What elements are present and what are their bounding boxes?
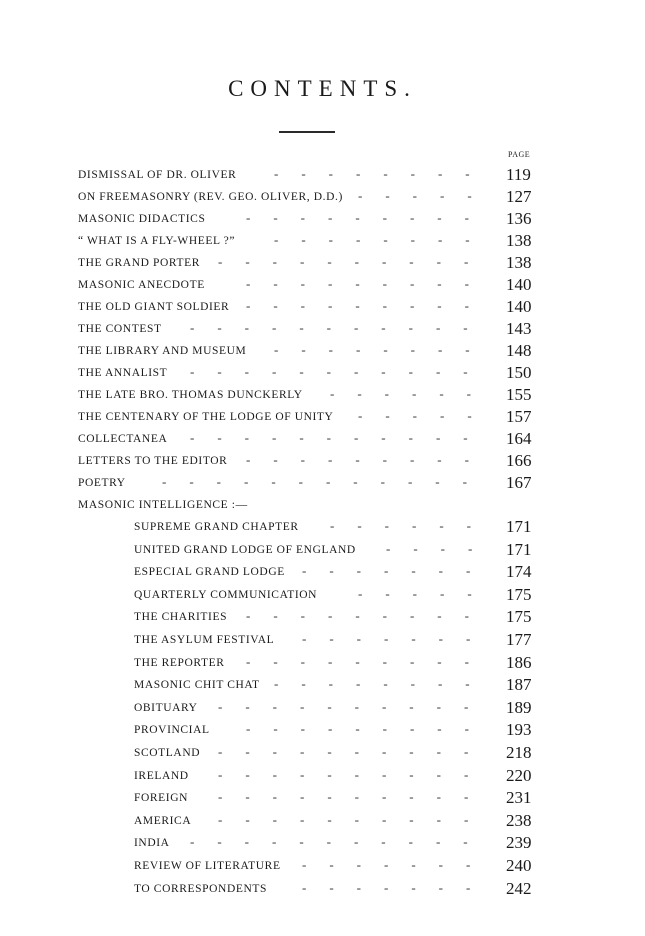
toc-subentry (78, 879, 548, 902)
entry-title: QUARTERLY COMMUNICATION (134, 588, 318, 601)
toc-subentry (78, 562, 548, 585)
dash-leader: ----------- (190, 364, 491, 379)
entry-title: MASONIC ANECDOTE (78, 279, 205, 291)
entry-page-number: 175 (506, 607, 532, 627)
dash-leader: ---------- (218, 698, 492, 714)
entry-title: AMERICA (134, 814, 192, 827)
toc-subentry (78, 675, 548, 698)
dash-leader: ---------- (218, 766, 492, 782)
entry-page-number: 242 (506, 878, 532, 898)
dash-leader: ---------- (218, 789, 492, 805)
toc-entry (78, 187, 548, 209)
entry-page-number: 157 (506, 407, 532, 426)
entry-page-number: 127 (506, 187, 532, 206)
dash-leader: ------------ (162, 474, 490, 489)
dash-leader: ---------- (218, 743, 492, 759)
entry-title: ON FREEMASONRY (REV. GEO. OLIVER, D.D.) (78, 191, 343, 203)
entry-page-number: 220 (506, 765, 532, 785)
dash-leader: --------- (246, 298, 492, 313)
entry-page-number: 138 (506, 253, 532, 272)
dash-leader: ------- (302, 879, 494, 895)
entry-title: REVIEW OF LITERATURE (134, 859, 281, 872)
toc-subentry (78, 720, 548, 743)
entry-page-number: 218 (506, 742, 532, 762)
dash-leader: -------- (274, 232, 493, 247)
entry-page-number: 174 (506, 562, 532, 582)
title-rule (279, 131, 335, 133)
toc-entry (78, 407, 548, 429)
dash-leader: ----- (358, 408, 495, 423)
entry-title: THE ASYLUM FESTIVAL (134, 633, 275, 646)
entry-page-number: 143 (506, 319, 532, 338)
entry-page-number: 155 (506, 385, 532, 404)
dash-leader: --------- (246, 276, 492, 291)
entry-page-number: 187 (506, 675, 532, 695)
entry-page-number: 240 (506, 855, 532, 875)
toc-subentry (78, 607, 548, 630)
entry-title: FOREIGN (134, 792, 189, 805)
toc-entry (78, 363, 548, 385)
toc-entry (78, 253, 548, 275)
entry-page-number: 171 (506, 539, 532, 559)
entry-title: THE REPORTER (134, 656, 225, 669)
entry-page-number: 177 (506, 629, 532, 649)
page-column-header: PAGE (508, 150, 531, 159)
entry-page-number: 186 (506, 652, 532, 672)
entry-title: LETTERS TO THE EDITOR (78, 455, 228, 467)
entry-title: COLLECTANEA (78, 433, 168, 445)
entry-title: OBITUARY (134, 701, 198, 714)
dash-leader: --------- (246, 721, 492, 737)
entry-page-number: 140 (506, 275, 532, 294)
entry-title: “ WHAT IS A FLY-WHEEL ?” (78, 235, 236, 247)
toc-entry (78, 319, 548, 341)
entry-title: IRELAND (134, 769, 189, 782)
entry-title: ESPECIAL GRAND LODGE (134, 566, 285, 579)
entry-title: THE CENTENARY OF THE LODGE OF UNITY (78, 411, 334, 423)
toc-subentry (78, 788, 548, 811)
toc-subentry (78, 585, 548, 608)
dash-leader: --------- (246, 210, 492, 225)
dash-leader: ------- (302, 856, 494, 872)
entry-page-number: 136 (506, 209, 532, 228)
entry-title: PROVINCIAL (134, 724, 210, 737)
entry-title: THE CONTEST (78, 323, 162, 335)
toc-subentry (78, 653, 548, 676)
entry-page-number: 231 (506, 788, 532, 808)
page-title: CONTENTS. (228, 76, 417, 101)
toc-entry (78, 297, 548, 319)
toc-subentry (78, 766, 548, 789)
dash-leader: -------- (274, 166, 493, 181)
entry-title: TO CORRESPONDENTS (134, 882, 267, 895)
dash-leader: -------- (274, 342, 493, 357)
dash-leader: ------ (330, 386, 494, 401)
entry-title: SCOTLAND (134, 746, 201, 759)
entry-page-number: 140 (506, 297, 532, 316)
toc-entry (78, 231, 548, 253)
dash-leader: ---------- (218, 254, 492, 269)
toc-entry (78, 165, 548, 187)
dash-leader: --------- (246, 653, 492, 669)
entry-page-number: 189 (506, 697, 532, 717)
dash-leader: ----- (358, 188, 495, 203)
entry-title: THE OLD GIANT SOLDIER (78, 301, 230, 313)
entry-title: INDIA (134, 837, 170, 850)
toc-subentry (78, 540, 548, 563)
entry-page-number: 166 (506, 451, 532, 470)
entry-title: POETRY (78, 477, 126, 489)
dash-leader: ------- (302, 563, 494, 579)
toc-subentry (78, 743, 548, 766)
toc-entry (78, 473, 548, 495)
entry-title: MASONIC INTELLIGENCE :— (78, 499, 248, 511)
toc-subentry (78, 811, 548, 834)
entry-page-number: 138 (506, 231, 532, 250)
entry-page-number: 148 (506, 341, 532, 360)
entry-title: THE ANNALIST (78, 367, 168, 379)
toc-subentry (78, 517, 548, 540)
dash-leader: ----------- (190, 320, 491, 335)
entry-page-number: 150 (506, 363, 532, 382)
dash-leader: ----- (358, 585, 495, 601)
dash-leader: ----------- (190, 430, 491, 445)
toc-entry (78, 451, 548, 473)
entry-title: THE LIBRARY AND MUSEUM (78, 345, 247, 357)
toc-entry (78, 209, 548, 231)
toc-entry (78, 495, 548, 517)
entry-title: DISMISSAL OF DR. OLIVER (78, 169, 237, 181)
dash-leader: -------- (274, 676, 493, 692)
toc-entry (78, 385, 548, 407)
toc-subentry (78, 630, 548, 653)
entry-page-number: 164 (506, 429, 532, 448)
toc-subentry (78, 833, 548, 856)
toc-entry (78, 275, 548, 297)
entry-title: THE CHARITIES (134, 611, 228, 624)
entry-page-number: 119 (506, 165, 531, 184)
toc-subentry (78, 698, 548, 721)
dash-leader: ------- (302, 630, 494, 646)
entry-title: MASONIC CHIT CHAT (134, 679, 260, 692)
entry-page-number: 193 (506, 720, 532, 740)
dash-leader: ---- (386, 540, 496, 556)
dash-leader: --------- (246, 608, 492, 624)
entry-title: MASONIC DIDACTICS (78, 213, 206, 225)
entry-page-number: 171 (506, 517, 532, 536)
entry-page-number: 239 (506, 833, 532, 853)
dash-leader: ---------- (218, 811, 492, 827)
entry-title: UNITED GRAND LODGE OF ENGLAND (134, 543, 356, 556)
entry-page-number: 167 (506, 473, 532, 492)
toc-entry (78, 341, 548, 363)
entry-page-number: 175 (506, 584, 532, 604)
entry-title: THE LATE BRO. THOMAS DUNCKERLY (78, 389, 303, 401)
entry-page-number: 238 (506, 810, 532, 830)
contents-list (78, 165, 548, 901)
dash-leader: ------ (330, 518, 494, 533)
toc-entry (78, 429, 548, 451)
entry-title: SUPREME GRAND CHAPTER (134, 521, 299, 533)
toc-subentry (78, 856, 548, 879)
dash-leader: ----------- (190, 834, 491, 850)
entry-title: THE GRAND PORTER (78, 257, 200, 269)
dash-leader: --------- (246, 452, 492, 467)
